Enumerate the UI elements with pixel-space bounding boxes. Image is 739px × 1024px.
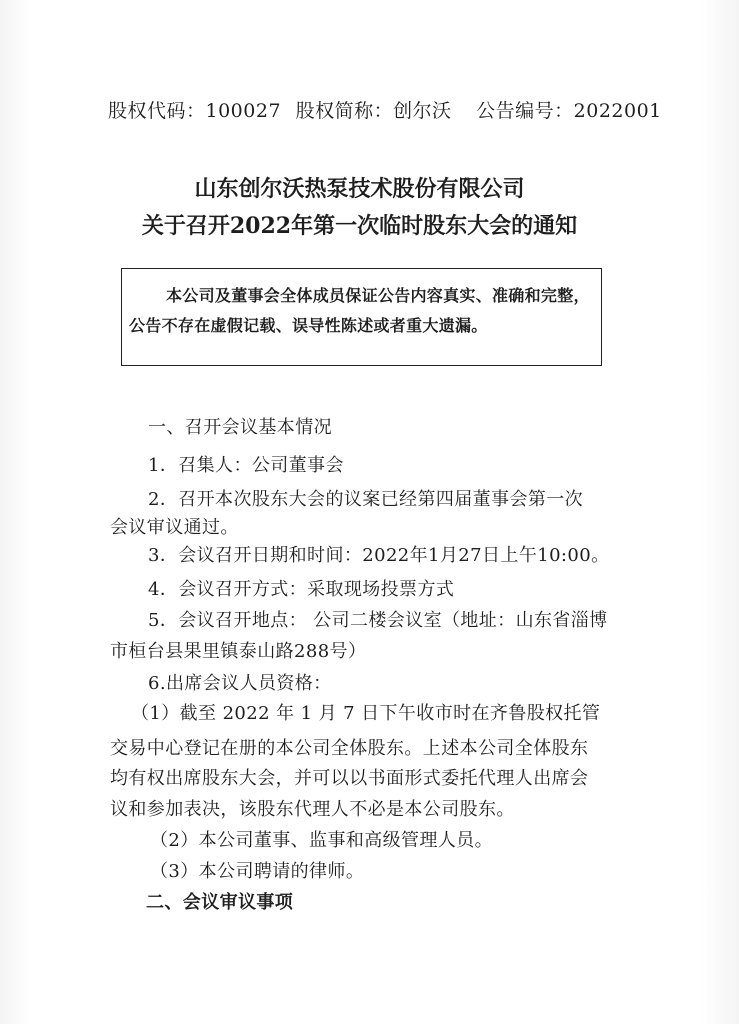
disclaimer-line-2: 公告不存在虚假记载、误导性陈述或者重大遗漏。 bbox=[129, 316, 488, 335]
section-2-heading: 二、会议审议事项 bbox=[146, 892, 294, 913]
item-6-1-line-3: 均有权出席股东大会，并可以以书面形式委托代理人出席会 bbox=[110, 768, 589, 789]
item-6: 6.出席会议人员资格： bbox=[148, 673, 332, 694]
item-6-1-line-4: 议和参加表决，该股东代理人不必是本公司股东。 bbox=[110, 799, 515, 820]
section-1-heading: 一、召开会议基本情况 bbox=[148, 417, 332, 438]
item-6-1-line-1: （1）截至 2022 年 1 月 7 日下午收市时在齐鲁股权托管 bbox=[131, 703, 601, 724]
item-5-line-1: 5．会议召开地点： 公司二楼会议室（地址：山东省淄博 bbox=[148, 610, 608, 631]
item-2-line-1: 2．召开本次股东大会的议案已经第四届董事会第一次 bbox=[148, 489, 584, 510]
stock-abbreviation: 股权简称：创尔沃 bbox=[295, 100, 452, 122]
item-3: 3．会议召开日期和时间：2022年1月27日上午10:00。 bbox=[148, 545, 610, 566]
item-4: 4．会议召开方式：采取现场投票方式 bbox=[148, 579, 455, 600]
notice-title: 关于召开2022年第一次临时股东大会的通知 bbox=[141, 213, 578, 239]
disclaimer-line-1: 本公司及董事会全体成员保证公告内容真实、准确和完整， bbox=[166, 286, 590, 305]
notice-number: 公告编号：2022001 bbox=[476, 100, 662, 122]
item-2-line-2: 会议审议通过。 bbox=[110, 517, 239, 538]
item-6-1-line-2: 交易中心登记在册的本公司全体股东。上述本公司全体股东 bbox=[110, 738, 589, 759]
company-title: 山东创尔沃热泵技术股份有限公司 bbox=[194, 176, 525, 202]
item-1: 1．召集人：公司董事会 bbox=[148, 455, 344, 476]
item-6-2: （2）本公司董事、监事和高级管理人员。 bbox=[150, 830, 494, 851]
item-6-3: （3）本公司聘请的律师。 bbox=[150, 861, 365, 882]
disclaimer-box bbox=[121, 268, 602, 366]
stock-code: 股权代码：100027 bbox=[108, 100, 282, 122]
announcement-header bbox=[108, 96, 670, 123]
item-5-line-2: 市桓台县果里镇泰山路288号） bbox=[110, 641, 367, 662]
